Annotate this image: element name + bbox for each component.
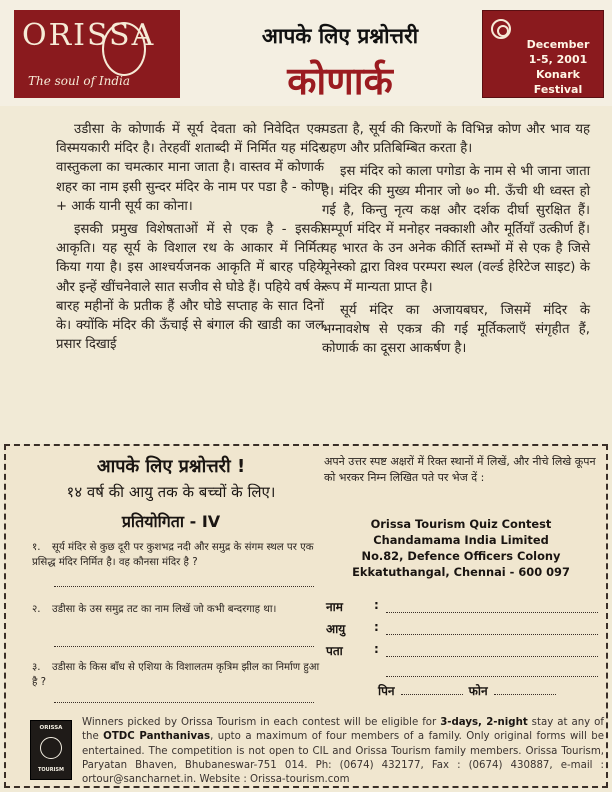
festival-dates: 1-5, 2001: [528, 53, 588, 66]
address-line: Orissa Tourism Quiz Contest: [370, 517, 552, 531]
quiz-coupon: [4, 444, 608, 788]
article-body: [0, 112, 612, 442]
terms-part: stay at any of the: [82, 717, 604, 743]
pin-phone-row: [378, 682, 604, 699]
quiz-subtitle: १४ वर्ष की आयु तक के बच्चों के लिए।: [66, 483, 276, 501]
field-colon: :: [374, 642, 379, 656]
address-line: Ekkatuthangal, Chennai - 600 097: [352, 565, 570, 579]
question-text: उडीसा के किस बाँध से एशिया के विशालतम कृत्रिम झील का निर्माण हुआ है ?: [32, 662, 320, 688]
address-input-line-2[interactable]: [386, 676, 598, 677]
answer-line-2[interactable]: [54, 646, 314, 647]
question-text: उडीसा के उस समुद्र तट का नाम लिखें जो कभी बन्दरगाह था।: [52, 604, 277, 615]
ot-logo-top: ORISSA: [39, 725, 63, 731]
name-label: नाम: [326, 600, 343, 614]
article-paragraph: इसकी प्रमुख विशेषताओं में से एक है - इसकी आकृति। यह सूर्य के विशाल रथ के आकार में निर्मित किया गया है। इस आश्चर्यजनक आकृति में बारह पहिये और इन्हें खींचनेवाले सात सजीव से घोडे हैं। पहिये वर्ष के बारह महीनों के प्रतीक हैं और घोडे सप्ताह के सात दिनों के। क्योंकि मंदिर की ऊँचाई से बंगाल की खाडी का जल प्रसार दिखाई: [56, 222, 324, 353]
terms-part: , upto a maximum of four members of a family. Only original forms will be entertained. The competition is not open to CIL and Orissa Tourism family members. Orissa Tourism, Paryatan Bhaven, Bhubaneswar-751 014. Ph: (0674) 432177, Fax : (0674) 430887, e-mail : ortour@sancharnet.in. Website : Orissa-tourism.com: [82, 731, 604, 786]
mailing-address: [336, 516, 586, 580]
article-column-right: [322, 120, 590, 362]
age-label: आयु: [326, 622, 346, 636]
page-title: कोणार्क: [287, 59, 393, 103]
terms-highlight: 3-days, 2-night: [440, 717, 528, 728]
phone-input-line[interactable]: [494, 694, 556, 695]
ot-logo-bottom: TOURISM: [37, 767, 64, 773]
question-number: १.: [32, 542, 41, 553]
pin-label: पिन: [378, 684, 395, 698]
orissa-tourism-logo: [30, 720, 72, 780]
name-field[interactable]: [324, 598, 604, 620]
orissa-logo: [14, 10, 180, 98]
festival-name: Konark Festival: [533, 68, 583, 96]
logo-ring-icon: [102, 22, 146, 76]
terms-part: Winners picked by Orissa Tourism in each contest will be eligible for: [82, 717, 441, 728]
age-input-line[interactable]: [386, 634, 598, 635]
address-label: पता: [326, 644, 343, 658]
age-field[interactable]: [324, 620, 604, 642]
festival-month: December: [526, 38, 590, 51]
answer-line-3[interactable]: [54, 702, 314, 703]
sun-wheel-icon: [491, 19, 511, 39]
address-line: No.82, Defence Officers Colony: [361, 549, 561, 563]
quiz-question-1: [32, 540, 322, 570]
wheel-icon: [40, 737, 62, 759]
festival-text: [513, 37, 603, 97]
address-input-line[interactable]: [386, 656, 598, 657]
address-field[interactable]: [324, 642, 604, 664]
answer-line-1[interactable]: [54, 586, 314, 587]
page-subtitle: आपके लिए प्रश्नोत्तरी: [261, 24, 419, 48]
quiz-competition: प्रतियोगिता - IV: [121, 512, 221, 531]
logo-tagline: The soul of India: [28, 74, 131, 88]
logo-brand: ORISSA: [22, 18, 156, 53]
article-column-left: [56, 120, 324, 358]
quiz-question-2: [32, 602, 322, 617]
question-number: २.: [32, 604, 41, 615]
page-header: [0, 0, 612, 106]
terms-highlight: OTDC Panthanivas: [103, 731, 211, 743]
field-colon: :: [374, 620, 379, 634]
article-paragraph: पडता है, सूर्य की किरणों के विभिन्न कोण और भाव यह ग्रहण और प्रतिबिम्बित करता है।: [322, 122, 590, 157]
question-text: सूर्य मंदिर से कुछ दूरी पर कुशभद्र नदी और समुद्र के संगम स्थल पर एक प्रसिद्ध मंदिर निर्मित है। वह कौनसा मंदिर है ?: [32, 542, 314, 568]
quiz-title: आपके लिए प्रश्नोत्तरी !: [96, 456, 246, 477]
quiz-footer: [6, 712, 606, 786]
name-input-line[interactable]: [386, 612, 598, 613]
terms-text: [82, 716, 604, 787]
pin-input-line[interactable]: [401, 694, 463, 695]
quiz-question-3: [32, 660, 322, 690]
quiz-instructions: अपने उत्तर स्पष्ट अक्षरों में रिक्त स्थानों में लिखें, और नीचे लिखे कूपन को भरकर निम्न लिखित पते पर भेज दें :: [324, 455, 596, 484]
address-line: Chandamama India Limited: [373, 533, 549, 547]
question-number: ३.: [32, 662, 41, 673]
article-paragraph: सूर्य मंदिर का अजायबघर, जिसमें मंदिर के भग्नावशेष से एकत्र की गई मूर्तिकलाएँ संगृहीत हैं, कोणार्क का दूसरा आकर्षण है।: [322, 302, 590, 357]
festival-badge: [482, 10, 604, 98]
phone-label: फोन: [468, 684, 488, 698]
article-paragraph: उडीसा के कोणार्क में सूर्य देवता को निवेदित एक विस्मयकारी मंदिर है। तेरहवीं शताब्दी में निर्मित यह मंदिर वास्तुकला का चमत्कार माना जाता है। वास्तव में कोणार्क शहर का नाम इसी सुन्दर मंदिर के नाम पर पडा है - कोण + आर्क यानी सूर्य का कोना।: [56, 122, 324, 214]
field-colon: :: [374, 598, 379, 612]
article-paragraph: इस मंदिर को काला पगोडा के नाम से भी जाना जाता है। मंदिर की मुख्य मीनार जो ७० मी. ऊँची थी ध्वस्त हो गई है, किन्तु नृत्य कक्ष और दर्शक दीर्घा सुरक्षित हैं। सम्पूर्ण मंदिर में मनोहर नक्काशी और मूर्तियाँ उत्कीर्ण हैं। यह भारत के उन अनेक कीर्ति स्तम्भों में से एक है जिसे यूनेस्को द्वारा विश्व परम्परा स्थल (वर्ल्ड हेरिटेज साइट) के रूप में मान्यता प्राप्त है।: [322, 164, 590, 295]
